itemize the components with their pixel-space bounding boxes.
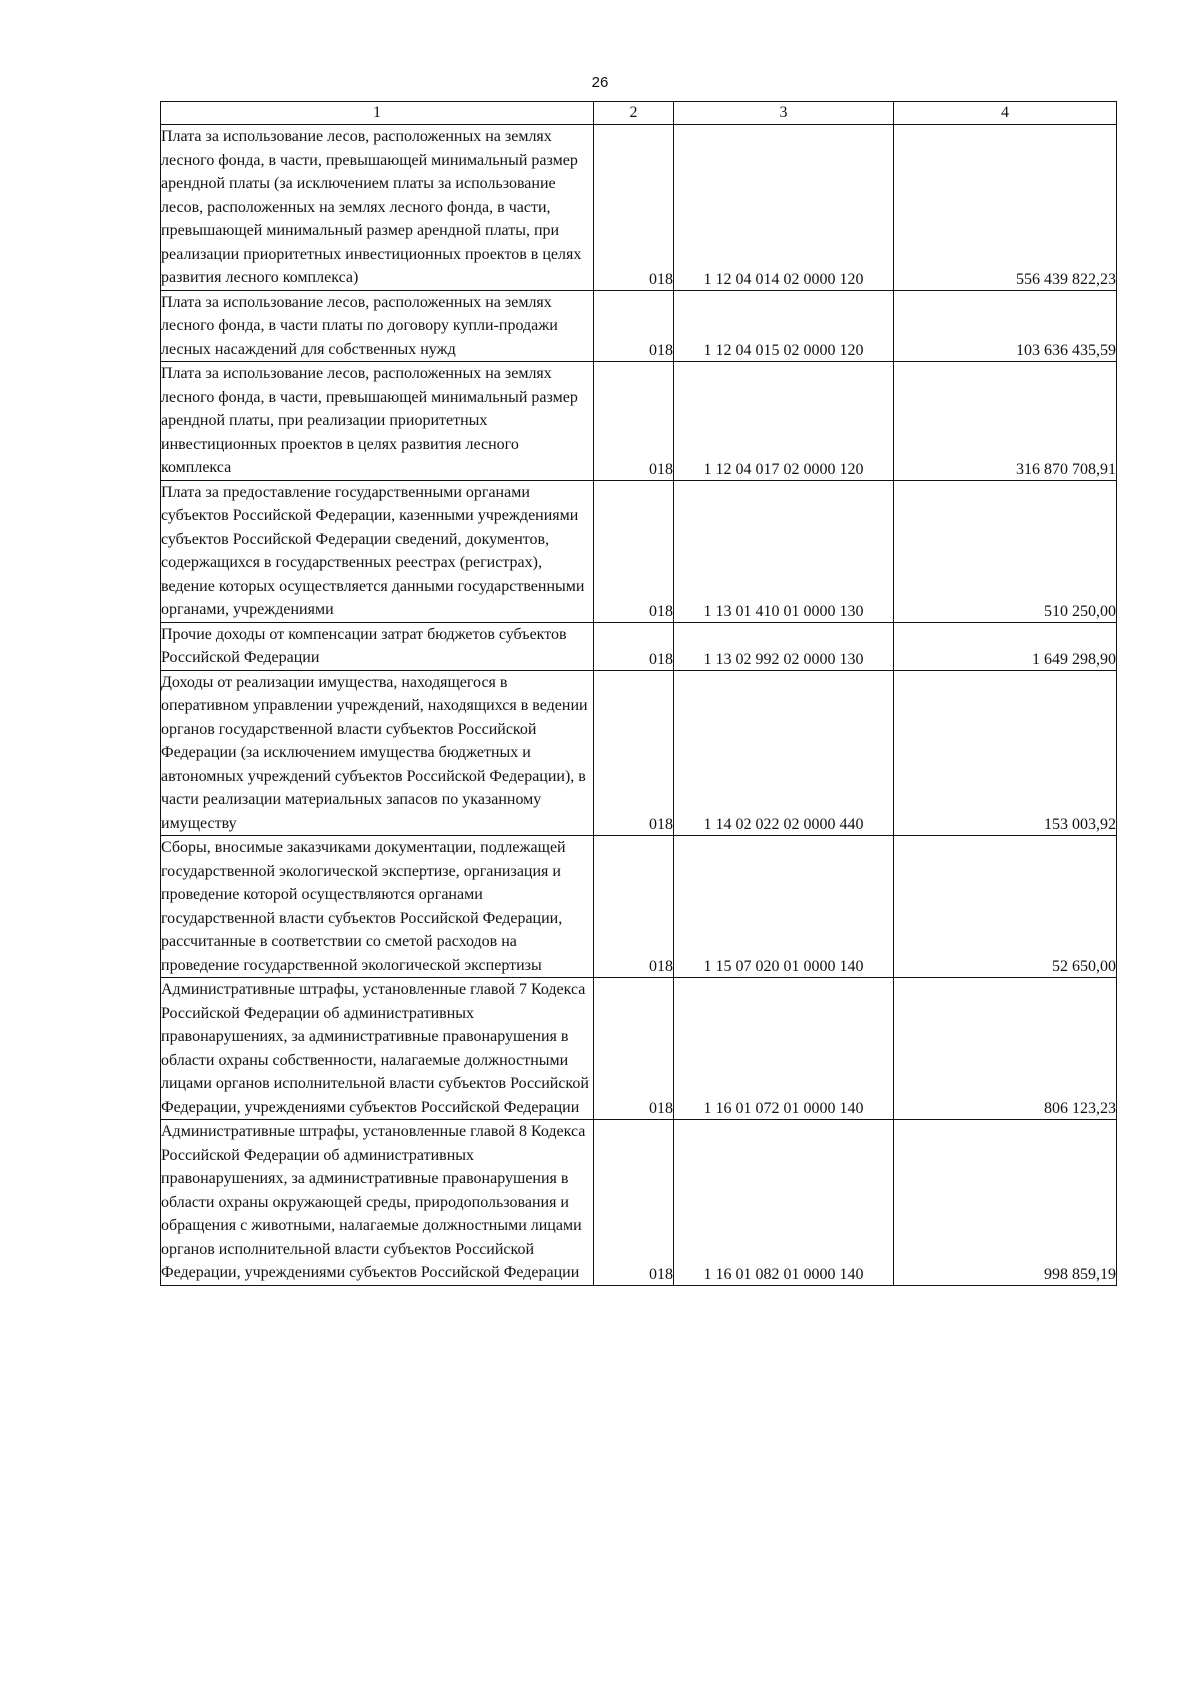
row-budget-code: 1 16 01 072 01 0000 140	[674, 978, 894, 1120]
row-budget-code: 1 12 04 017 02 0000 120	[674, 362, 894, 481]
table-row	[161, 480, 1117, 622]
row-admin-code: 018	[594, 125, 674, 291]
row-budget-code: 1 12 04 014 02 0000 120	[674, 125, 894, 291]
row-amount: 103 636 435,59	[894, 290, 1117, 362]
row-amount: 52 650,00	[894, 836, 1117, 978]
table-row	[161, 670, 1117, 836]
row-admin-code: 018	[594, 480, 674, 622]
revenue-table	[160, 101, 1117, 1286]
row-description: Плата за использование лесов, расположенных на землях лесного фонда, в части, превышающей минимальный размер арендной платы, при реализации приоритетных инвестиционных проектов в целях развития лесного комплекса	[161, 362, 594, 481]
header-col-1: 1	[161, 102, 594, 125]
row-admin-code: 018	[594, 670, 674, 836]
row-amount: 153 003,92	[894, 670, 1117, 836]
row-budget-code: 1 13 02 992 02 0000 130	[674, 622, 894, 670]
row-amount: 806 123,23	[894, 978, 1117, 1120]
row-description: Административные штрафы, установленные главой 7 Кодекса Российской Федерации об административных правонарушениях, за административные правонарушения в области охраны собственности, налагаемые должностными лицами органов исполнительной власти субъектов Российской Федерации, учреждениями субъектов Российской Федерации	[161, 978, 594, 1120]
header-col-3: 3	[674, 102, 894, 125]
row-amount: 998 859,19	[894, 1120, 1117, 1286]
row-amount: 510 250,00	[894, 480, 1117, 622]
row-admin-code: 018	[594, 1120, 674, 1286]
page-number: 26	[591, 74, 609, 91]
row-budget-code: 1 14 02 022 02 0000 440	[674, 670, 894, 836]
table-row	[161, 622, 1117, 670]
row-description: Прочие доходы от компенсации затрат бюджетов субъектов Российской Федерации	[161, 622, 594, 670]
row-admin-code: 018	[594, 290, 674, 362]
row-budget-code: 1 16 01 082 01 0000 140	[674, 1120, 894, 1286]
row-admin-code: 018	[594, 622, 674, 670]
row-amount: 1 649 298,90	[894, 622, 1117, 670]
row-description: Плата за использование лесов, расположенных на землях лесного фонда, в части, превышающей минимальный размер арендной платы (за исключением платы за использование лесов, расположенных на землях лесного фонда, в части, превышающей минимальный размер арендной платы, при реализации приоритетных инвестиционных проектов в целях развития лесного комплекса)	[161, 125, 594, 291]
row-amount: 556 439 822,23	[894, 125, 1117, 291]
table-row	[161, 1120, 1117, 1286]
table-row	[161, 978, 1117, 1120]
table-header-row	[161, 102, 1117, 125]
row-description: Сборы, вносимые заказчиками документации, подлежащей государственной экологической экспертизе, организация и проведение которой осуществляются органами государственной власти субъектов Российской Федерации, рассчитанные в соответствии со сметой расходов на проведение государственной экологической экспертизы	[161, 836, 594, 978]
table-row	[161, 362, 1117, 481]
table-row	[161, 290, 1117, 362]
row-admin-code: 018	[594, 362, 674, 481]
row-amount: 316 870 708,91	[894, 362, 1117, 481]
row-budget-code: 1 13 01 410 01 0000 130	[674, 480, 894, 622]
table-row	[161, 125, 1117, 291]
row-description: Плата за предоставление государственными органами субъектов Российской Федерации, казенными учреждениями субъектов Российской Федерации сведений, документов, содержащихся в государственных реестрах (регистрах), ведение которых осуществляется данными государственными органами, учреждениями	[161, 480, 594, 622]
row-admin-code: 018	[594, 836, 674, 978]
header-col-4: 4	[894, 102, 1117, 125]
row-description: Плата за использование лесов, расположенных на землях лесного фонда, в части платы по договору купли-продажи лесных насаждений для собственных нужд	[161, 290, 594, 362]
row-admin-code: 018	[594, 978, 674, 1120]
table-row	[161, 836, 1117, 978]
row-budget-code: 1 12 04 015 02 0000 120	[674, 290, 894, 362]
row-budget-code: 1 15 07 020 01 0000 140	[674, 836, 894, 978]
header-col-2: 2	[594, 102, 674, 125]
row-description: Доходы от реализации имущества, находящегося в оперативном управлении учреждений, находящихся в ведении органов государственной власти субъектов Российской Федерации (за исключением имущества бюджетных и автономных учреждений субъектов Российской Федерации), в части реализации материальных запасов по указанному имуществу	[161, 670, 594, 836]
row-description: Административные штрафы, установленные главой 8 Кодекса Российской Федерации об административных правонарушениях, за административные правонарушения в области охраны окружающей среды, природопользования и обращения с животными, налагаемые должностными лицами органов исполнительной власти субъектов Российской Федерации, учреждениями субъектов Российской Федерации	[161, 1120, 594, 1286]
